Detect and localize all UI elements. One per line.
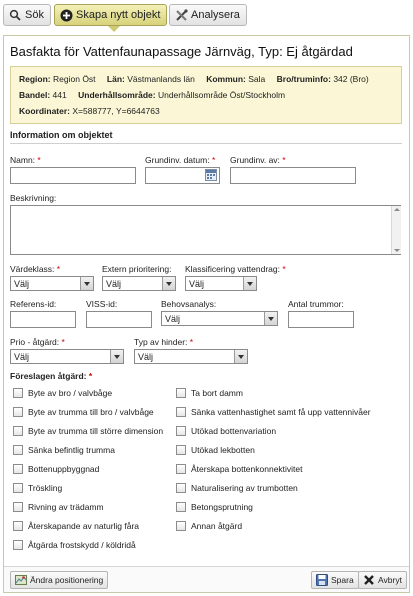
cancel-button[interactable] bbox=[358, 571, 407, 589]
dropdown-arrow-icon bbox=[80, 277, 93, 290]
checkbox[interactable] bbox=[13, 502, 23, 512]
measure-checkbox[interactable] bbox=[176, 502, 253, 512]
lan-value: Västmanlands län bbox=[127, 74, 195, 84]
measure-checkbox[interactable] bbox=[13, 521, 139, 531]
grundav-input[interactable] bbox=[230, 167, 356, 184]
close-icon bbox=[363, 574, 375, 586]
prio-value: Välj bbox=[14, 351, 30, 362]
checkbox[interactable] bbox=[176, 464, 186, 474]
measure-label: Naturalisering av trumbotten bbox=[191, 483, 298, 493]
checkbox[interactable] bbox=[176, 388, 186, 398]
underhall-label: Underhållsområde: bbox=[78, 90, 156, 100]
namn-input[interactable] bbox=[10, 167, 136, 184]
bro-label: Bro/truminfo: bbox=[276, 74, 331, 84]
measure-label: Återskapande av naturlig fåra bbox=[28, 521, 140, 531]
bandel-label: Bandel: bbox=[19, 90, 51, 100]
extern-label: Extern prioritering: bbox=[102, 264, 172, 274]
measure-checkbox[interactable] bbox=[13, 502, 104, 512]
reposition-button[interactable] bbox=[10, 571, 108, 589]
viss-input[interactable] bbox=[86, 311, 152, 328]
create-object-label: Skapa nytt objekt bbox=[76, 9, 161, 21]
namn-label: Namn: * bbox=[10, 155, 41, 165]
checkbox[interactable] bbox=[13, 521, 23, 531]
typ-select[interactable] bbox=[134, 349, 248, 364]
active-tab-pointer bbox=[108, 26, 120, 32]
measure-checkbox[interactable] bbox=[176, 407, 371, 417]
measure-checkbox[interactable] bbox=[176, 445, 255, 455]
typ-value: Välj bbox=[138, 351, 154, 362]
referens-input[interactable] bbox=[10, 311, 76, 328]
measure-label: Åtgärda frostskydd / köldridå bbox=[28, 540, 136, 550]
behov-label: Behovsanalys: bbox=[161, 299, 217, 309]
klass-select[interactable] bbox=[185, 276, 257, 291]
reposition-label: Ändra positionering bbox=[30, 575, 104, 585]
measure-checkbox[interactable] bbox=[13, 445, 115, 455]
koordinater-value: X=588777, Y=6644763 bbox=[72, 106, 160, 116]
measure-checkbox[interactable] bbox=[13, 407, 154, 417]
dropdown-arrow-icon bbox=[162, 277, 175, 290]
klass-label: Klassificering vattendrag: * bbox=[185, 264, 286, 274]
region-value: Region Öst bbox=[53, 74, 96, 84]
behov-value: Välj bbox=[165, 313, 181, 324]
measure-label: Annan åtgärd bbox=[191, 521, 243, 531]
measure-label: Bottenuppbyggnad bbox=[28, 464, 100, 474]
save-button[interactable] bbox=[311, 571, 359, 589]
vardeklass-value: Välj bbox=[14, 278, 30, 289]
measure-label: Byte av bro / valvbåge bbox=[28, 388, 113, 398]
bandel-value: 441 bbox=[52, 90, 67, 100]
search-button[interactable] bbox=[3, 4, 51, 26]
measure-checkbox[interactable] bbox=[13, 464, 99, 474]
floppy-disk-icon bbox=[316, 574, 328, 586]
beskrivning-scrollbar[interactable] bbox=[391, 206, 401, 254]
map-position-icon bbox=[15, 574, 27, 586]
measure-label: Rivning av trädamm bbox=[28, 502, 104, 512]
region-label: Region: bbox=[19, 74, 51, 84]
checkbox[interactable] bbox=[176, 407, 186, 417]
analyze-button-label: Analysera bbox=[191, 9, 240, 21]
bro-value: 342 (Bro) bbox=[333, 74, 369, 84]
antal-label: Antal trummor: bbox=[288, 299, 344, 309]
antal-input[interactable] bbox=[288, 311, 354, 328]
measure-checkbox[interactable] bbox=[13, 540, 136, 550]
koordinater-label: Koordinater: bbox=[19, 106, 70, 116]
measure-label: Ta bort damm bbox=[191, 388, 243, 398]
analyze-button[interactable] bbox=[169, 4, 247, 26]
grunddatum-label: Grundinv. datum: * bbox=[145, 155, 216, 165]
measure-checkbox[interactable] bbox=[13, 426, 163, 436]
save-label: Spara bbox=[331, 575, 354, 585]
tools-icon bbox=[174, 8, 188, 22]
measure-label: Byte av trumma till större dimension bbox=[28, 426, 164, 436]
typ-label: Typ av hinder: * bbox=[134, 337, 194, 347]
prio-label: Prio - åtgärd: * bbox=[10, 337, 65, 347]
foreslagen-label: Föreslagen åtgärd: * bbox=[10, 371, 93, 381]
cancel-label: Avbryt bbox=[378, 575, 402, 585]
measure-label: Sänka vattenhastighet samt få upp vattennivåer bbox=[191, 407, 371, 417]
lan-label: Län: bbox=[106, 74, 125, 84]
top-toolbar bbox=[0, 0, 413, 34]
checkbox[interactable] bbox=[13, 540, 23, 550]
underhall-value: Underhållsområde Öst/Stockholm bbox=[157, 90, 286, 100]
search-button-label: Sök bbox=[25, 9, 44, 21]
calendar-icon[interactable] bbox=[205, 169, 217, 181]
checkbox[interactable] bbox=[13, 483, 23, 493]
checkbox[interactable] bbox=[176, 445, 186, 455]
checkbox[interactable] bbox=[176, 502, 186, 512]
checkbox[interactable] bbox=[13, 407, 23, 417]
object-panel bbox=[3, 35, 410, 593]
checkbox[interactable] bbox=[13, 388, 23, 398]
measure-checkbox[interactable] bbox=[176, 388, 243, 398]
referens-label: Referens-id: bbox=[10, 299, 57, 309]
behov-select[interactable] bbox=[161, 311, 278, 326]
vardeklass-label: Värdeklass: * bbox=[10, 264, 61, 274]
page-title: Basfakta för Vattenfaunapassage Järnväg, Typ: Ej åtgärdad bbox=[10, 44, 353, 59]
checkbox[interactable] bbox=[176, 483, 186, 493]
beskrivning-textarea[interactable] bbox=[10, 205, 401, 255]
measure-checkbox[interactable] bbox=[176, 483, 298, 493]
measure-label: Sänka befintlig trumma bbox=[28, 445, 115, 455]
section-title: Information om objektet bbox=[10, 130, 402, 144]
measure-checkbox[interactable] bbox=[13, 483, 62, 493]
checkbox[interactable] bbox=[13, 464, 23, 474]
klass-value: Välj bbox=[189, 278, 205, 289]
measure-checkbox[interactable] bbox=[13, 388, 112, 398]
kommun-value: Sala bbox=[248, 74, 266, 84]
measure-checkbox[interactable] bbox=[176, 521, 242, 531]
beskrivning-label: Beskrivning: bbox=[10, 193, 57, 203]
plus-circle-icon bbox=[59, 8, 73, 22]
create-object-button[interactable] bbox=[54, 4, 167, 26]
form-footer bbox=[4, 566, 409, 592]
measure-label: Återskapa bottenkonnektivitet bbox=[191, 464, 303, 474]
measure-checkbox[interactable] bbox=[176, 426, 276, 436]
checkbox[interactable] bbox=[13, 426, 23, 436]
measure-label: Utökad bottenvariation bbox=[191, 426, 277, 436]
measure-label: Tröskling bbox=[28, 483, 63, 493]
vardeklass-select[interactable] bbox=[10, 276, 94, 291]
dropdown-arrow-icon bbox=[110, 350, 123, 363]
dropdown-arrow-icon bbox=[243, 277, 256, 290]
measure-label: Utökad lekbotten bbox=[191, 445, 255, 455]
prio-select[interactable] bbox=[10, 349, 124, 364]
checkbox[interactable] bbox=[13, 445, 23, 455]
measure-label: Byte av trumma till bro / valvbåge bbox=[28, 407, 154, 417]
extern-value: Välj bbox=[106, 278, 122, 289]
kommun-label: Kommun: bbox=[206, 74, 246, 84]
viss-label: VISS-id: bbox=[86, 299, 118, 309]
checkbox[interactable] bbox=[176, 521, 186, 531]
grundav-label: Grundinv. av: * bbox=[230, 155, 286, 165]
checkbox[interactable] bbox=[176, 426, 186, 436]
dropdown-arrow-icon bbox=[264, 312, 277, 325]
dropdown-arrow-icon bbox=[234, 350, 247, 363]
measure-checkbox[interactable] bbox=[176, 464, 303, 474]
extern-select[interactable] bbox=[102, 276, 176, 291]
measure-label: Betongsprutning bbox=[191, 502, 253, 512]
object-info-box bbox=[10, 66, 402, 124]
magnifier-icon bbox=[8, 8, 22, 22]
